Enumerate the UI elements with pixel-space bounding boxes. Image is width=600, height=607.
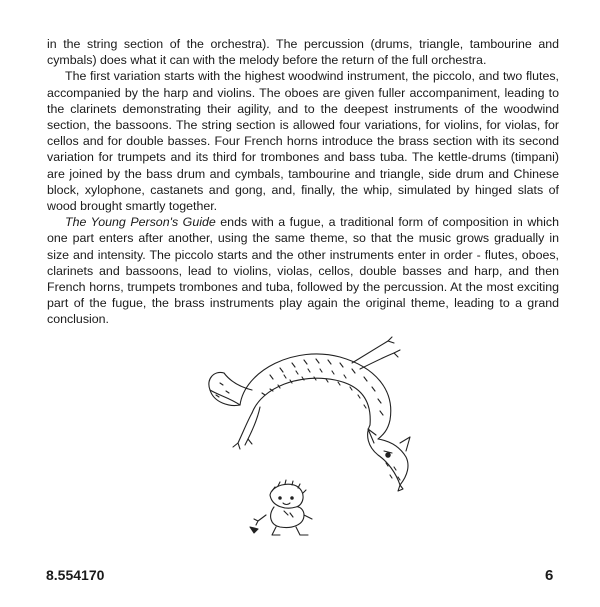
fox-and-child-illustration — [200, 335, 430, 555]
fox-drawing — [209, 337, 410, 491]
paragraph-variations: The first variation starts with the highest woodwind instrument, the piccolo, and two flutes, accompanied by the harp and violins. The oboes are given fuller accompaniment, leading to the clarinets demonstrating their agility, and to the deepest instruments of the woodwind section, the bassoons. The string section is allowed four variations, for violins, for violas, for cellos and for double basses. Four French horns introduce the brass section with its second variation for trumpets and its third for trombones and bass tuba. The kettle-drums (timpani) are joined by the bass drum and cymbals, tambourine and triangle, side drum and Chinese block, xylophone, castanets and gong, and, finally, the whip, simulated by hinged slats of wood brought smartly together. — [47, 69, 559, 214]
paragraph-fugue-text: ends with a fugue, a traditional form of composition in which one part enters after another, using the same theme, so that the music grows gradually in size and intensity. The piccolo starts and the other instruments enter in order - flutes, oboes, clarinets and bassoons, lead to violins, violas, cellos, double basses and harp, and then French horns, trumpets trombones and tuba, followed by the percussion. At the most exciting part of the fugue, the brass instruments play again the original theme, leading to a grand conclusion. — [47, 215, 560, 327]
work-title-italic: The Young Person's Guide — [65, 215, 216, 230]
page-number: 6 — [545, 567, 554, 584]
child-drawing — [250, 480, 312, 535]
paragraph-fugue — [47, 214, 559, 327]
paragraph-percussion-ending: in the string section of the orchestra). The percussion (drums, triangle, tambourine and cymbals) does what it can with the melody before the return of the full orchestra. — [47, 37, 559, 68]
body-text — [47, 36, 559, 328]
catalogue-number: 8.554170 — [46, 567, 105, 583]
